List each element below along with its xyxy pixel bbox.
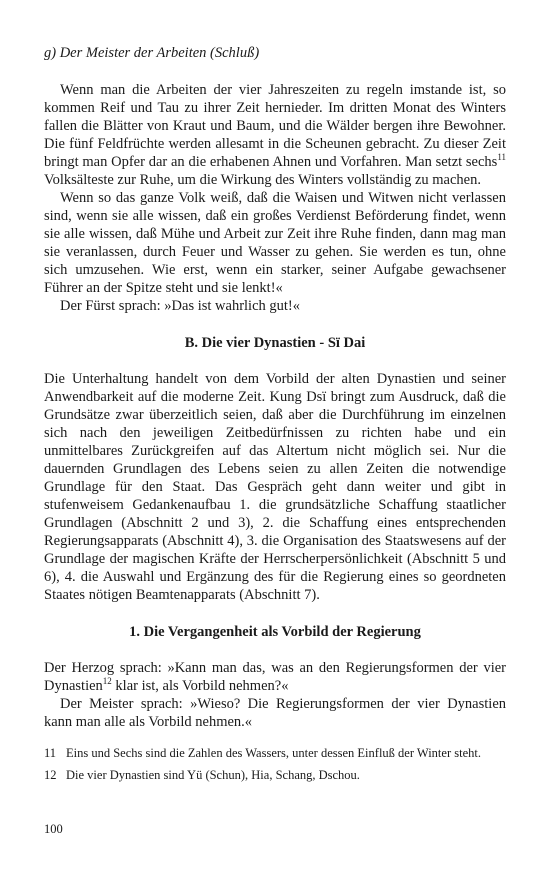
paragraph-seasons — [44, 81, 506, 189]
footnotes — [44, 745, 506, 783]
paragraph-summary: Die Unterhaltung handelt von dem Vorbild der alten Dynastien und seiner Anwendbarkeit auf die moderne Zeit. Kung Dsï bringt zum Ausdruck, daß die Grundsätze zwar überzeitlich seien, daß aber die Durchführung im einzelnen sich nach den jeweiligen Zeitbedürfnissen zu richten habe und ein unmittelbares Zurückgreifen auf das Altertum nicht möglich sei. Nur die dauernden Grundlagen des Lebens seien zu allen Zeiten die notwendige Grundlage für den Staat. Das Gespräch geht dann weiter und gibt in stufenweisem Gedankenaufbau 1. die grundsätzliche Schaffung staatlicher Grundlagen (Abschnitt 2 und 3), 2. die Schaffung eines entsprechenden Regierungsapparats (Abschnitt 4), 3. die Organisation des Staatswesens auf der Grundlage der magischen Kräfte der Herrscherpersönlichkeit (Abschnitt 5 und 6), 4. die Auswahl und Ergänzung des für die Regierung eines so geordneten Staates nötigen Beamtenapparats (Abschnitt 7). — [44, 371, 506, 603]
footnote-ref-11: 11 — [497, 152, 506, 163]
footnote-number: 11 — [44, 746, 57, 760]
paragraph-text: Der Herzog sprach: »Kann man das, was an den Regierungsformen der vier Dynastien — [44, 660, 506, 694]
footnote-12 — [44, 767, 506, 783]
page-number: 100 — [44, 822, 63, 836]
subsection-heading-past: 1. Die Vergangenheit als Vorbild der Regierung — [129, 624, 421, 640]
paragraph-text: Wenn man die Arbeiten der vier Jahreszeiten zu regeln imstande ist, so kommen Reif und Tau zu ihrer Zeit hernieder. Im dritten Monat des Winters fallen die Blätter von Kraut und Baum, und die Wälder bergen ihre Bewohner. Die fünf Feldfrüchte werden allesamt in die Scheunen gebracht. Zu dieser Zeit bringt man Opfer dar an die erhabenen Ahnen und Vorfahren. Man setzt sechs — [44, 82, 506, 170]
paragraph-duke — [44, 659, 506, 695]
paragraph-prince: Der Fürst sprach: »Das ist wahrlich gut!« — [60, 298, 301, 314]
running-head: g) Der Meister der Arbeiten (Schluß) — [44, 45, 260, 61]
section-heading-dynasties: B. Die vier Dynastien - Sï Dai — [184, 335, 366, 351]
footnote-text: Die vier Dynastien sind Yü (Schun), Hia, Schang, Dschou. — [66, 768, 360, 782]
footnote-text: Eins und Sechs sind die Zahlen des Wassers, unter dessen Einfluß der Winter steht. — [66, 746, 481, 760]
paragraph-master: Der Meister sprach: »Wieso? Die Regierungsformen der vier Dynastien kann man alle als Vorbild nehmen.« — [44, 696, 506, 730]
footnote-number: 12 — [44, 768, 57, 782]
footnote-ref-12: 12 — [102, 676, 112, 687]
paragraph-people: Wenn so das ganze Volk weiß, daß die Waisen und Witwen nicht verlassen sind, wenn sie alle wissen, daß ein großes Verdienst Beförderung findet, wenn sie alle wissen, daß Mühe und Arbeit zur Zeit ihre Ruhe finden, dann mag man sie veranlassen, durch Feuer und Wasser zu gehen. Sie werden es tun, ohne sich umzusehen. Wie erst, wenn ein starker, seiner Aufgabe gewachsener Führer an der Spitze steht und sie lenkt!« — [44, 190, 506, 296]
page-body — [44, 44, 506, 783]
paragraph-text: Volksälteste zur Ruhe, um die Wirkung des Winters vollständig zu machen. — [44, 172, 481, 188]
footnote-11 — [44, 745, 506, 761]
paragraph-text: klar ist, als Vorbild nehmen?« — [111, 678, 289, 694]
